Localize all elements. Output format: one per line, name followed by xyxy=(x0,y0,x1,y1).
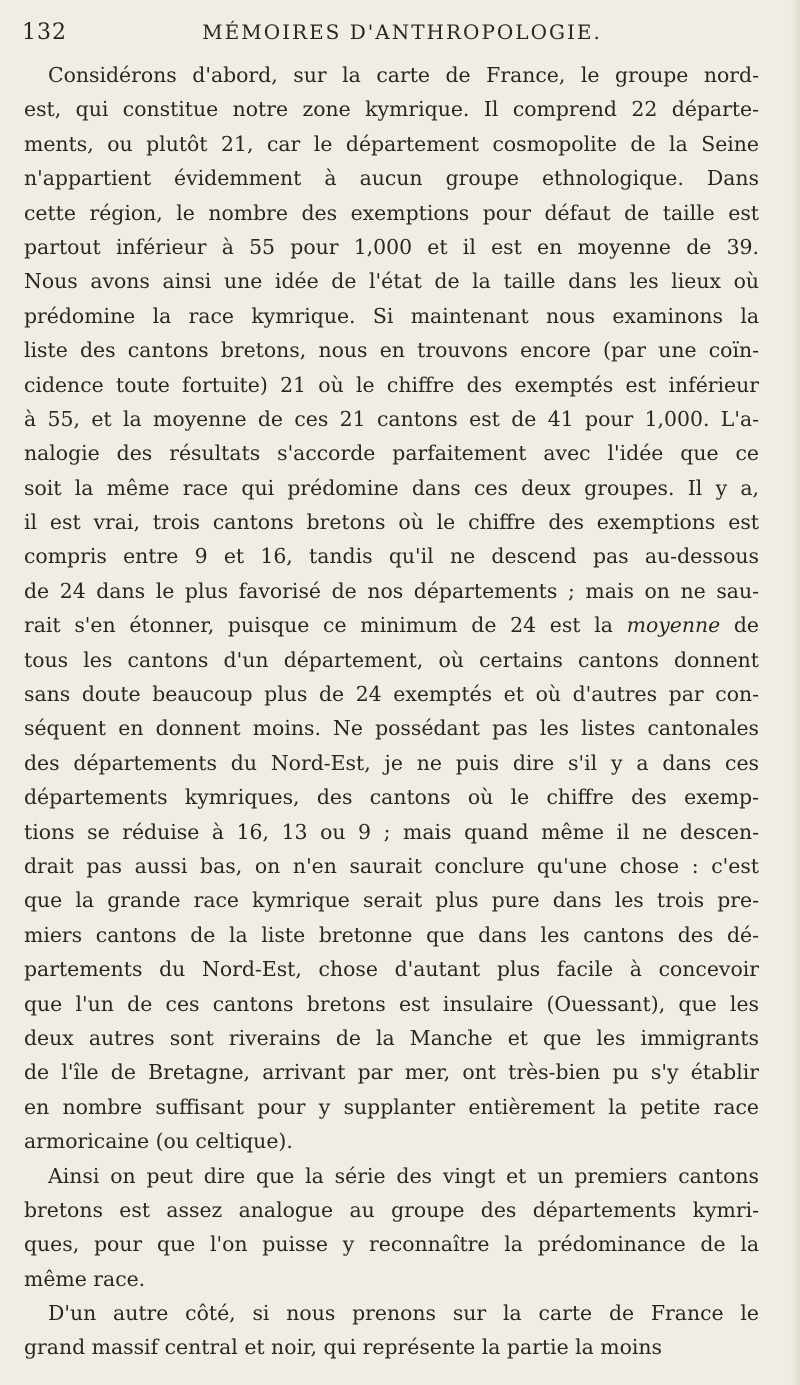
text-line: des départements du Nord-Est, je ne puis dire s'il y a dans ces xyxy=(24,750,759,775)
text-line: séquent en donnent moins. Ne possédant pas les listes cantonales xyxy=(24,716,759,741)
text-line: deux autres sont riverains de la Manche et que les immigrants xyxy=(24,1025,759,1050)
text-line: cette région, le nombre des exemptions pour défaut de taille est xyxy=(24,200,759,225)
text-line: compris entre 9 et 16, tandis qu'il ne descend pas au-dessous xyxy=(24,544,759,569)
text-line: Nous avons ainsi une idée de l'état de la taille dans les lieux où xyxy=(24,269,759,294)
text-line: de 24 dans le plus favorisé de nos départements ; mais on ne sau- xyxy=(24,578,759,603)
page-header xyxy=(22,20,782,50)
text-line: Considérons d'abord, sur la carte de France, le groupe nord- xyxy=(48,63,759,87)
text-line: Ainsi on peut dire que la série des vingt et un premiers cantons xyxy=(48,1163,759,1188)
text-line: départements kymriques, des cantons où le chiffre des exemp- xyxy=(24,785,759,810)
running-head: MÉMOIRES D'ANTHROPOLOGIE. xyxy=(202,20,602,44)
text-line: D'un autre côté, si nous prenons sur la carte de France le xyxy=(48,1301,759,1326)
text-line: liste des cantons bretons, nous en trouvons encore (par une coïn- xyxy=(24,338,759,363)
italic-word: moyenne xyxy=(626,613,721,638)
text-segment: de xyxy=(720,613,759,638)
text-line: nalogie des résultats s'accorde parfaitement avec l'idée que ce xyxy=(24,441,759,466)
text-line: prédomine la race kymrique. Si maintenant nous examinons la xyxy=(24,303,759,328)
text-line: drait pas aussi bas, on n'en saurait conclure qu'une chose : c'est xyxy=(24,853,759,878)
text-line: tions se réduise à 16, 13 ou 9 ; mais quand même il ne descen- xyxy=(24,819,759,844)
text-line: cidence toute fortuite) 21 où le chiffre des exemptés est inférieur xyxy=(24,372,759,397)
text-line: que la grande race kymrique serait plus pure dans les trois pre- xyxy=(24,888,759,913)
text-line: en nombre suffisant pour y supplanter entièrement la petite race xyxy=(24,1094,759,1119)
text-line: est, qui constitue notre zone kymrique. Il comprend 22 départe- xyxy=(24,97,759,122)
text-line: tous les cantons d'un département, où certains cantons donnent xyxy=(24,647,759,672)
text-line: miers cantons de la liste bretonne que dans les cantons des dé- xyxy=(24,922,759,947)
text-line: de l'île de Bretagne, arrivant par mer, ont très-bien pu s'y établir xyxy=(24,1060,759,1085)
text-line: il est vrai, trois cantons bretons où le chiffre des exemptions est xyxy=(24,510,759,535)
text-line: partements du Nord-Est, chose d'autant plus facile à concevoir xyxy=(24,957,759,982)
text-line: armoricaine (ou celtique). xyxy=(24,1129,293,1154)
text-line: n'appartient évidemment à aucun groupe ethnologique. Dans xyxy=(24,166,759,191)
page-number: 132 xyxy=(22,20,67,45)
page-edge-shadow xyxy=(790,0,800,1385)
text-line: bretons est assez analogue au groupe des départements kymri- xyxy=(24,1197,759,1222)
text-line: soit la même race qui prédomine dans ces deux groupes. Il y a, xyxy=(24,475,759,500)
text-line: ques, pour que l'on puisse y reconnaître la prédominance de la xyxy=(24,1232,759,1257)
body-text xyxy=(24,58,759,1365)
text-line: ments, ou plutôt 21, car le département cosmopolite de la Seine xyxy=(24,131,759,156)
text-line: sans doute beaucoup plus de 24 exemptés et où d'autres par con- xyxy=(24,682,759,707)
text-line: à 55, et la moyenne de ces 21 cantons est de 41 pour 1,000. L'a- xyxy=(24,406,759,431)
text-line: grand massif central et noir, qui représente la partie la moins xyxy=(24,1335,663,1360)
text-line: que l'un de ces cantons bretons est insulaire (Ouessant), que les xyxy=(24,991,759,1016)
text-line: partout inférieur à 55 pour 1,000 et il est en moyenne de 39. xyxy=(24,234,759,259)
text-line: même race. xyxy=(24,1266,146,1291)
text-line xyxy=(24,608,759,642)
text-segment: rait s'en étonner, puisque ce minimum de 24 est la xyxy=(24,613,627,638)
